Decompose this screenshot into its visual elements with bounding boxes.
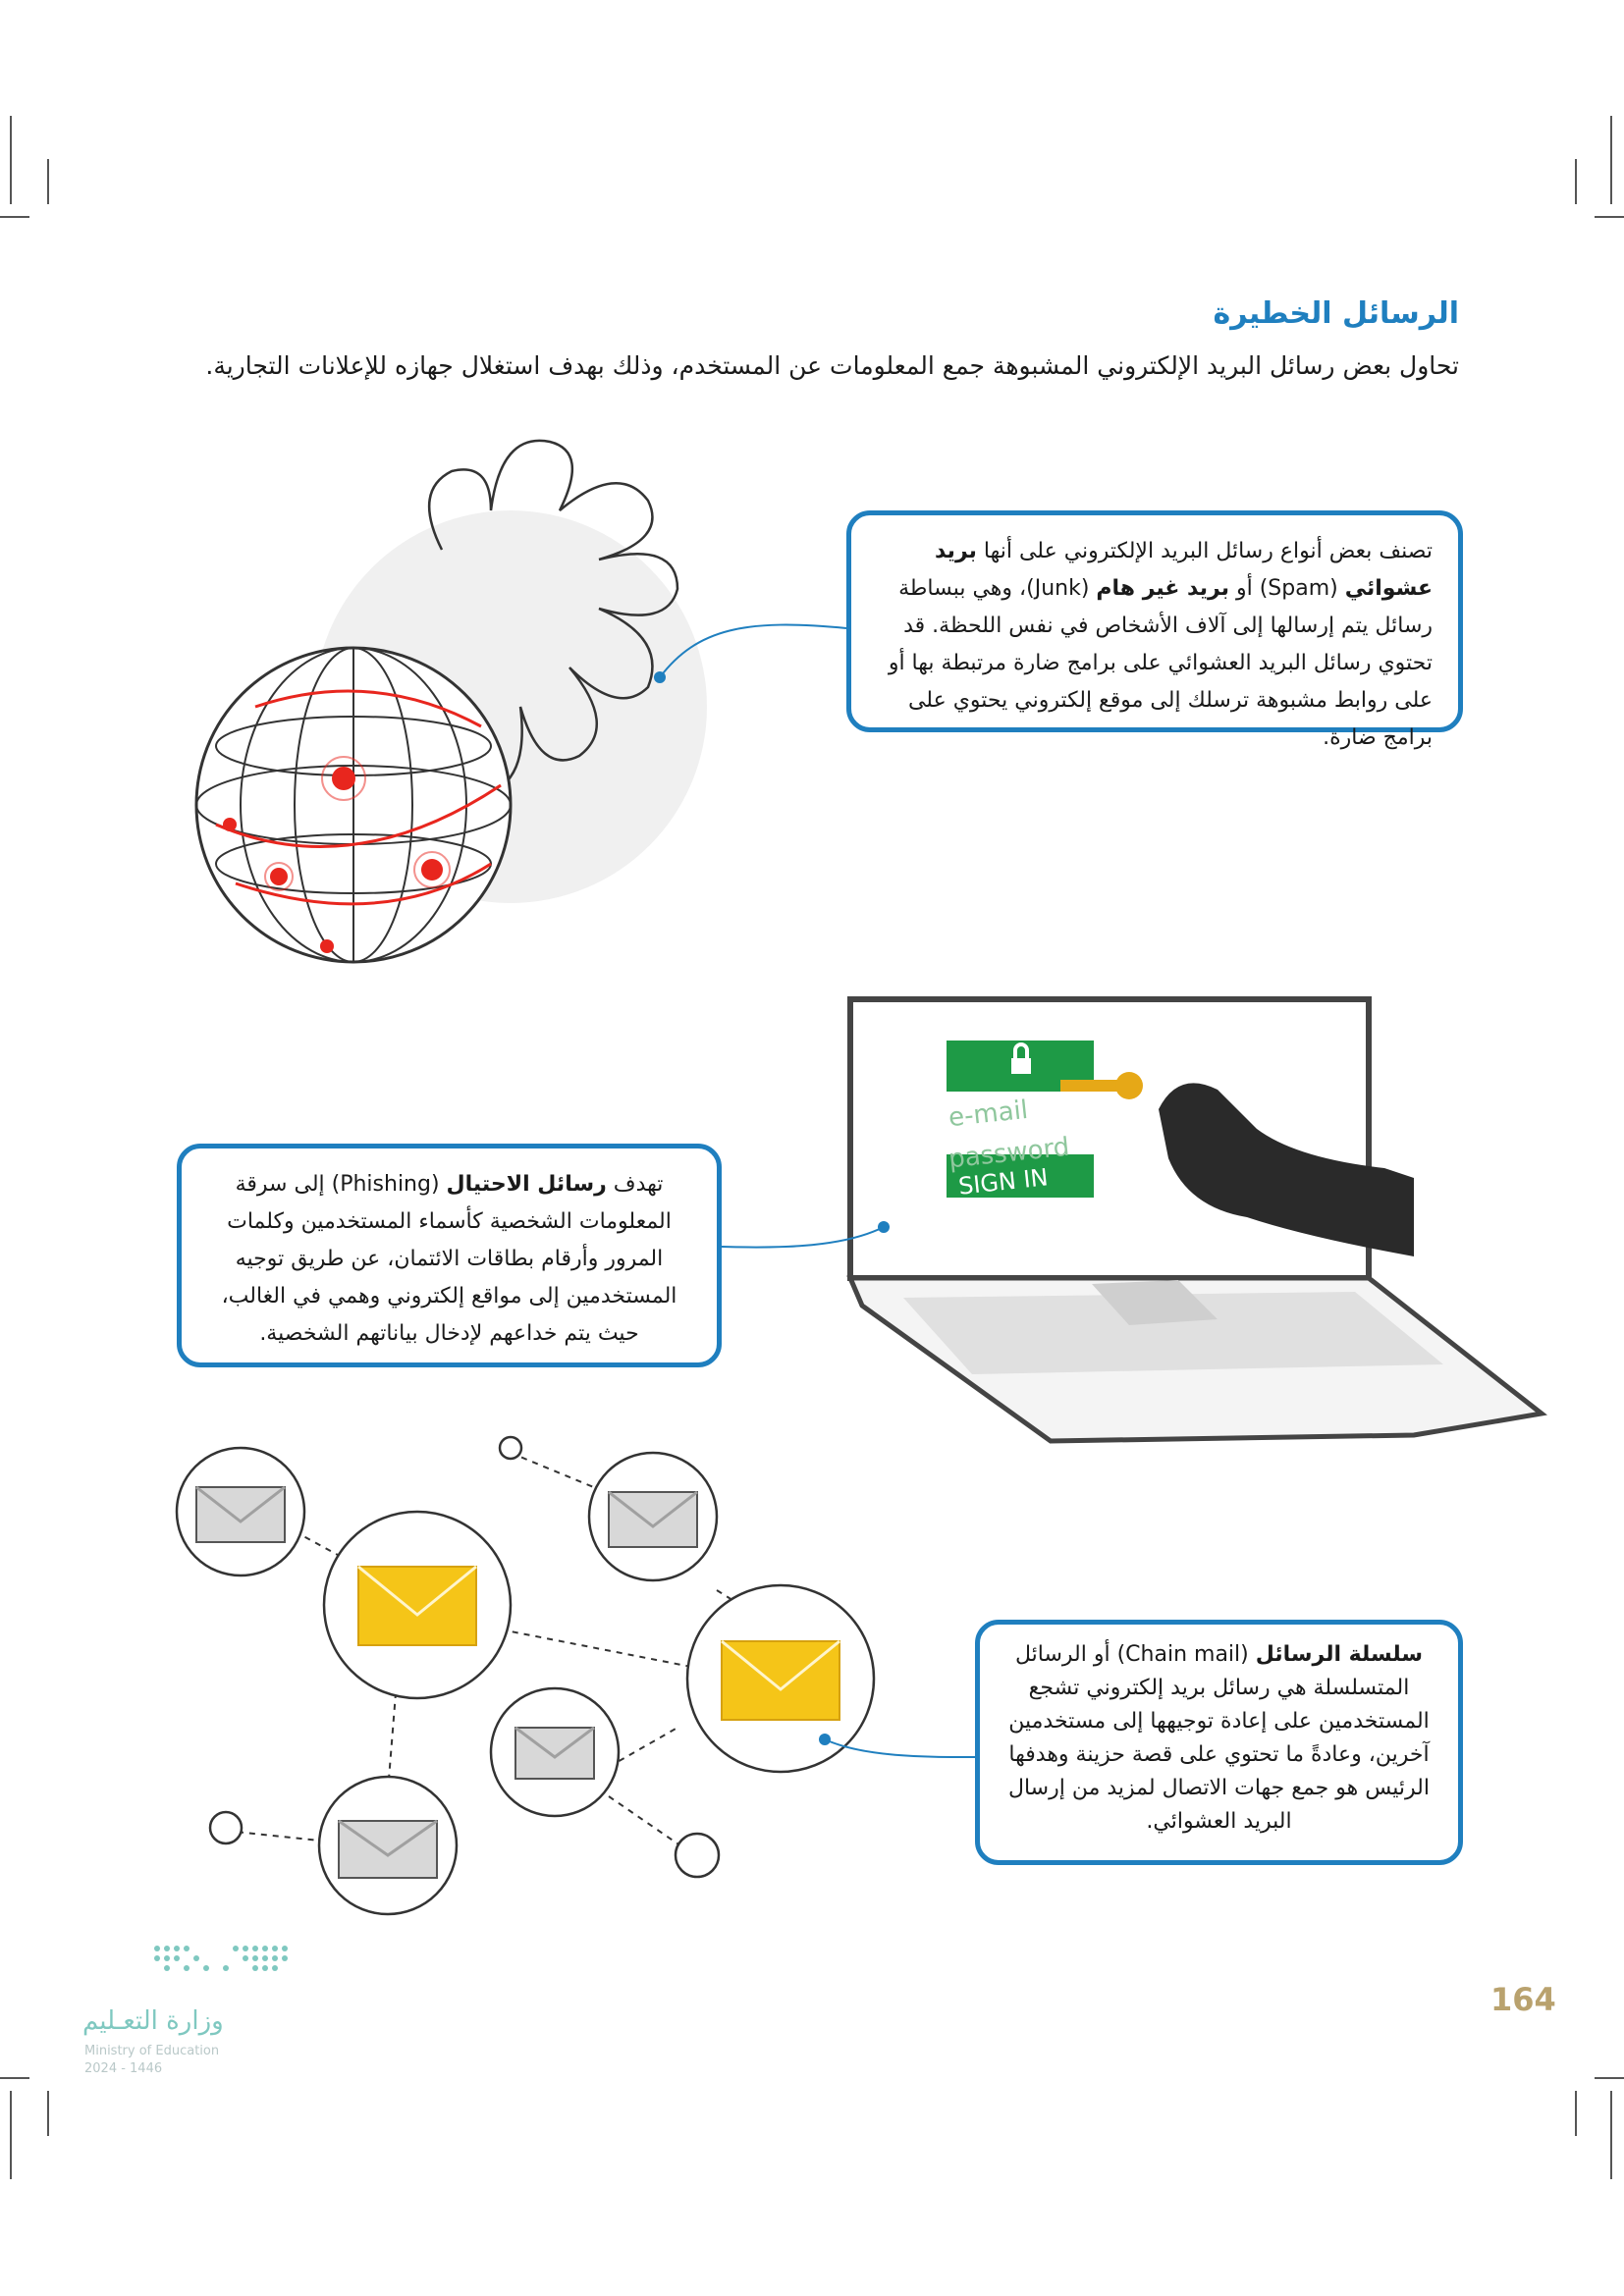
password-label: password	[947, 1132, 1071, 1175]
ministry-logo-icon	[154, 1946, 288, 1971]
chain-mail-callout	[975, 1620, 1463, 1865]
section-title: الرسائل الخطيرة	[1213, 296, 1459, 331]
phishing-text-2: (Phishing) إلى سرقة المعلومات الشخصية كأسماء المستخدمين وكلمات المرور وأرقام بطاقات الائتمان، عن طريق توجيه المستخدمين إلى مواقع إلكتروني وهمي في الغالب، حيث يتم خداعهم لإدخال بياناتهم الشخصية.	[221, 1172, 677, 1346]
spam-text-3: (Junk)، وهي ببساطة رسائل يتم إرسالها إلى آلاف الأشخاص في نفس اللحظة. قد تحتوي رسائل البريد العشوائي على برامج ضارة مرتبطة بها أو على روابط مشبوهة ترسلك إلى موقع إلكتروني يحتوي على برامج ضارة.	[888, 576, 1433, 750]
email-label: e-mail	[947, 1095, 1030, 1134]
spam-text-1: تصنف بعض أنواع رسائل البريد الإلكتروني على أنها	[976, 539, 1433, 563]
intro-paragraph: تحاول بعض رسائل البريد الإلكتروني المشبوهة جمع المعلومات عن المستخدم، وذلك بهدف استغلال جهازه للإعلانات التجارية.	[205, 351, 1459, 380]
phishing-text-1: تهدف	[606, 1172, 664, 1197]
ministry-name-arabic: وزارة التعـليم	[82, 2006, 224, 2036]
chain-mail-term: سلسلة الرسائل	[1255, 1642, 1423, 1667]
junk-term: بريد غير هام	[1096, 576, 1229, 601]
virus-globe-illustration	[196, 441, 707, 962]
spam-callout	[846, 510, 1463, 750]
chain-text-1: (Chain mail) أو الرسائل المتسلسلة هي رسائل بريد إلكتروني تشجع المستخدمين على إعادة توجيهها إلى مستخدمين آخرين، وعادةً ما تحتوي على قصة حزينة وهدفها الرئيس هو جمع جهات الاتصال لمزيد من إرسال البريد العشوائي.	[1007, 1642, 1431, 1834]
page-number: 164	[1490, 1981, 1556, 2018]
phishing-term: رسائل الاحتيال	[446, 1172, 607, 1197]
phishing-callout	[177, 1144, 722, 1367]
ministry-year: 2024 - 1446	[84, 2061, 163, 2076]
ministry-name-english: Ministry of Education	[84, 2044, 220, 2058]
spam-term: بريد عشوائي	[934, 539, 1433, 601]
spam-text-2: (Spam) أو	[1228, 576, 1345, 601]
laptop-illustration	[850, 999, 1542, 1441]
signin-button: SIGN IN	[956, 1163, 1050, 1201]
